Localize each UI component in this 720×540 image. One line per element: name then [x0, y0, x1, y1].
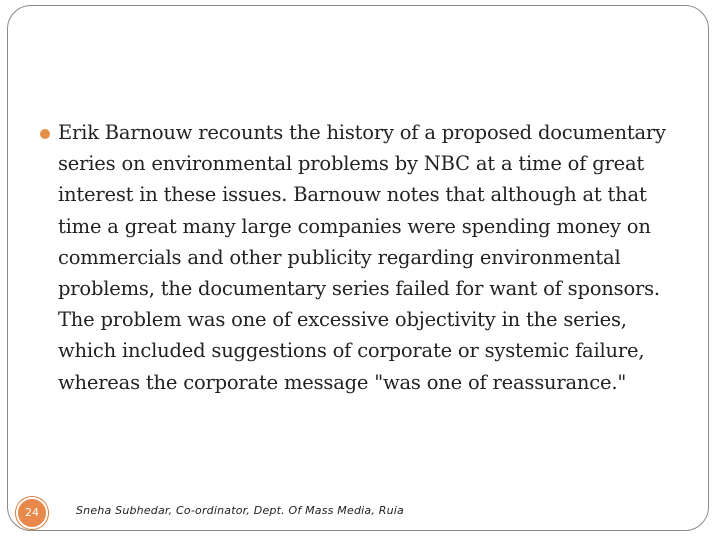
body-text: Erik Barnouw recounts the history of a proposed documentary series on environmental problems by NBC at a time of great interest in these issues. Barnouw notes that although at that time a great many large companies were spending money on commercials and other publicity regarding environmental problems, the documentary series failed for want of sponsors. The problem was one of excessive objectivity in the series, which included suggestions of corporate or systemic failure, whereas the corporate message "was one of reassurance." — [58, 121, 666, 394]
page-number-badge: 24 — [16, 497, 48, 529]
bullet-icon — [40, 129, 50, 139]
slide-content — [58, 117, 683, 398]
footer-text: Sneha Subhedar, Co-ordinator, Dept. Of Mass Media, Ruia — [76, 504, 404, 517]
